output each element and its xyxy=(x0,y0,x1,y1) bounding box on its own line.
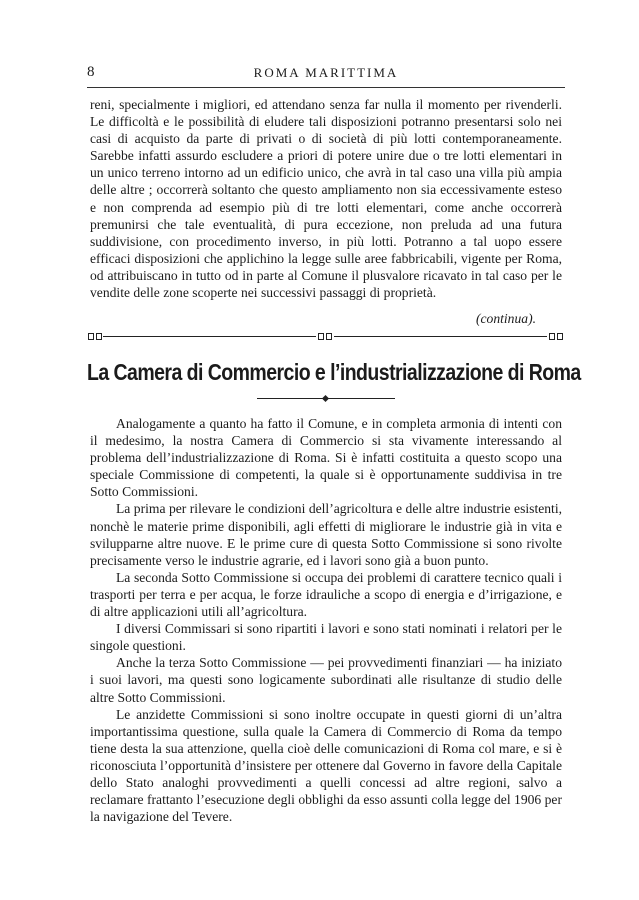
running-title: ROMA MARITTIMA xyxy=(253,65,399,80)
continued-paragraph: reni, specialmente i migliori, ed attendano senza far nulla il momento per rivenderli. Le difficoltà e le possibilità di eludere tali disposizioni potranno presentarsi solo nei casi di acquisto da parte di privati o di società di più lotti contemporaneamente. Sarebbe infatti assurdo escludere a priori di potere unire due o tre lotti elementari in un unico terreno intorno ad un edificio unico, che avrà in tal caso una villa più ampia delle altre ; occorrerà soltanto che questo ampliamento non sia eccessivamente esteso e non comprenda ad esempio più di tre lotti elementari, come anche occorrerà premunirsi che tale eventualità, di pura eccezione, non preluda ad una futura suddivisione, con procedimento inverso, in più lotti. Potranno a tal uopo essere efficaci disposizioni che applichino la legge sulle aree fabbricabili, vigente per Roma, od attribuiscano in tutto od in parte al Comune il plusvalore ricavato in tal caso per le vendite delle zone scoperte nei successivi passaggi di proprietà. xyxy=(90,97,562,301)
article-paragraph: Anche la terza Sotto Commissione — pei provvedimenti finanziari — ha iniziato i suoi lavori, ma questi sono logicamente subordinati alle risultanze di studio delle altre Sotto Commissioni. xyxy=(90,655,562,705)
running-header xyxy=(87,63,565,85)
article-paragraph: Le anzidette Commissioni si sono inoltre occupate in questi giorni di un’altra importantissima questione, sulla quale la Camera di Commercio di Roma da tempo tiene desta la sua attenzione, quella cioè delle comunicazioni di Roma col mare, e si è riconosciuta l’opportunità d’insistere per ottenere dal Governo in favore della Capitale dello Stato analoghi provvedimenti a quelli concessi ad altre regioni, salvo a reclamare frattanto l’esecuzione degli obblighi da esso assunti colla legge del 1906 per la navigazione del Tevere. xyxy=(90,706,562,825)
title-ornament xyxy=(257,396,395,402)
article-title: La Camera di Commercio e l’industrializzazione di Roma xyxy=(87,360,581,386)
continued-article-text xyxy=(90,96,562,310)
section-separator xyxy=(88,333,565,341)
page-number: 8 xyxy=(87,64,95,80)
article-paragraph: La prima per rilevare le condizioni dell’agricoltura e delle altre industrie esistenti, nonchè le materie prime disponibili, agli effetti di migliorare le industrie già in vita e svilupparne altre nuove. E le prime cure di questa Sotto Commissione si sono rivolte precisamente verso le industrie agrarie, ed i lavori sono già a buon punto. xyxy=(90,501,562,568)
article-paragraph: I diversi Commissari si sono ripartiti i lavori e sono stati nominati i relatori per le singole questioni. xyxy=(90,621,562,654)
continua-note: (continua). xyxy=(475,311,536,326)
article-paragraph: Analogamente a quanto ha fatto il Comune, e in completa armonia di intenti con il medesimo, la nostra Camera di Commercio si sta vivamente interessando al problema dell’industrializzazione di Roma. Si è infatti costituita a questo scopo una speciale Commissione di competenti, la quale si è opportunamente suddivisa in tre Sotto Commissioni. xyxy=(90,416,562,500)
header-rule xyxy=(87,87,565,88)
article-paragraph: La seconda Sotto Commissione si occupa dei problemi di carattere tecnico quali i trasporti per terra e per acqua, le forze idrauliche a scopo di energia e d’irrigazione, e di altre applicazioni utili all’agricoltura. xyxy=(90,569,562,620)
article-body xyxy=(90,415,562,845)
